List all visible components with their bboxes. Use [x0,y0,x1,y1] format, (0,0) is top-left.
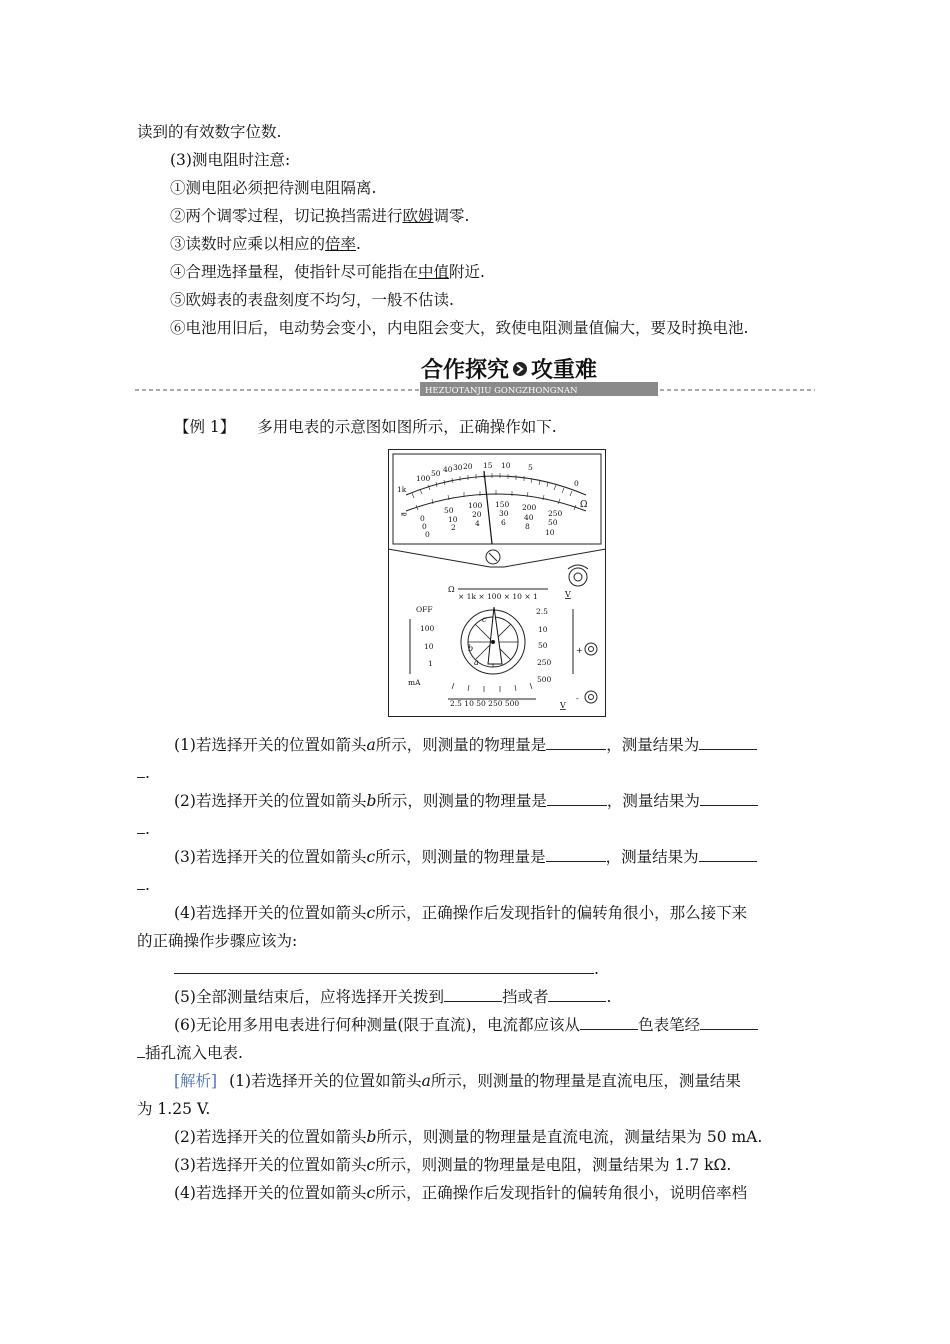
ohm-tick-label: 50 [431,469,441,478]
scale-b-label: 0 [422,522,427,531]
scale-a-label: 100 [468,501,483,510]
note-item-2: ②两个调零过程，切记换挡需进行欧姆调零. [170,207,470,225]
note-item-5: ⑤欧姆表的表盘刻度不均匀，一般不估读. [170,291,454,309]
answer-blank[interactable] [137,819,145,834]
scale-b-label: 40 [524,513,534,522]
ohm-symbol: Ω [580,500,588,510]
scale-c-label: 2 [451,523,456,532]
question-6-cont: 插孔流入电表. [137,1042,243,1064]
ohm-tick-label: 10 [501,461,511,470]
question-2-cont: . [137,818,150,840]
question-2: (2)若选择开关的位置如箭头b所示，则测量的物理量是 ，测量结果为 [174,790,758,812]
underlined-term: 中值 [418,263,450,281]
analysis-4: (4)若选择开关的位置如箭头c所示，正确操作后发现指针的偏转角很小，说明倍率档 [174,1184,748,1202]
answer-blank[interactable] [699,735,757,750]
answer-blank[interactable] [137,1043,145,1058]
multiplier-labels: × 1k × 100 × 10 × 1 [458,592,538,601]
multimeter-figure [388,449,606,717]
scale-b-label: 50 [548,518,558,527]
v-range-label: 10 [538,625,548,634]
analysis-2: (2)若选择开关的位置如箭头b所示，则测量的物理量是直流电流，测量结果为 50 mA. [174,1128,763,1146]
pointer-label-c: c [482,615,487,624]
scale-c-label: 0 [425,530,430,539]
question-4: (4)若选择开关的位置如箭头c所示，正确操作后发现指针的偏转角很小，那么接下来 [174,904,748,922]
scale-a-label: 50 [444,506,454,515]
example-label: 【例 1】 [174,418,236,436]
scale-a-label: 250 [548,509,563,518]
banner-title-left: 合作探究 [421,357,510,383]
answer-blank[interactable] [546,735,606,750]
scale-c-label: 6 [501,518,506,527]
scale-a-label: 200 [522,503,537,512]
ohm-tick-label: 0 [574,479,579,488]
scale-b-label: 20 [472,510,482,519]
v-range-label: 500 [537,675,552,684]
question-6: (6)无论用多用电表进行何种测量(限于直流)，电流都应该从 色表笔经 [174,1014,758,1036]
scale-c-label: 4 [475,519,480,528]
plus-symbol: + [576,646,583,655]
banner-pinyin: HEZUOTANJIU GONGZHONGNAN [425,386,578,396]
scale-c-label: 10 [545,528,555,537]
underlined-term: 欧姆 [402,207,434,225]
scale-c-label: 8 [525,522,530,531]
ohm-tick-label: 5 [528,463,533,472]
underlined-term: 倍率 [325,235,357,253]
ma-range-label: 10 [424,642,434,651]
answer-blank[interactable] [547,791,607,806]
question-3-cont: . [137,874,150,896]
answer-blank[interactable] [700,1015,758,1030]
v-range-label: 250 [537,658,552,667]
answer-blank[interactable] [548,987,606,1002]
answer-blank[interactable] [580,1015,638,1030]
ohm-range-label: Ω [448,585,455,594]
v-range-label: 2.5 [536,607,548,616]
ma-unit-label: mA [408,678,421,687]
ohm-tick-label: 30 [453,463,463,472]
analysis-tag: [解析] [174,1072,218,1090]
ohm-tick-label: 20 [463,462,473,471]
intro-line-1: 读到的有效数字位数. [137,123,282,141]
answer-blank[interactable] [174,959,594,974]
analysis-1: [解析] (1)若选择开关的位置如箭头a所示，则测量的物理量是直流电压，测量结果 [174,1072,741,1090]
ma-range-label: 100 [420,624,435,633]
v-range-label: 50 [538,641,548,650]
answer-blank[interactable] [546,847,606,862]
scale-b-label: 10 [448,515,458,524]
answer-blank[interactable] [137,875,145,890]
chevron-icon [513,362,527,376]
question-4-answer-line: . [174,958,599,980]
section-banner [135,352,815,400]
scale-a-label: 0 [420,514,425,523]
question-5: (5)全部测量结束后，应将选择开关拨到 挡或者 . [174,988,612,1006]
answer-blank[interactable] [444,987,502,1002]
note-item-1: ①测电阻必须把待测电阻隔离. [170,179,377,197]
answer-blank[interactable] [700,791,758,806]
note-item-4: ④合理选择量程，使指针尽可能指在中值附近. [170,263,485,281]
ohm-tick-label: 15 [483,461,493,470]
scale-b-label: 30 [499,509,509,518]
ac-range-labels: 2.5 10 50 250 500 [450,699,520,708]
analysis-1-line2: 为 1.25 V. [137,1100,211,1118]
ma-range-label: OFF [416,605,433,614]
analysis-3: (3)若选择开关的位置如箭头c所示，则测量的物理量是电阻，测量结果为 1.7 kΩ. [174,1156,732,1174]
ohm-tick-label: 1k [397,485,407,494]
ohm-tick-label: 100 [416,474,431,483]
question-3: (3)若选择开关的位置如箭头c所示，则测量的物理量是 ，测量结果为 [174,846,757,868]
ac-v-symbol: V [560,701,566,710]
note-item-3: ③读数时应乘以相应的倍率. [170,235,361,253]
question-4-line2: 的正确操作步骤应该为: [137,932,298,950]
ma-range-label: 1 [428,659,433,668]
dc-symbol: ≂ [400,510,408,520]
ohm-tick-label: 40 [443,465,453,474]
pointer-label-b: b [468,644,474,653]
minus-symbol: - [576,694,579,703]
pointer-label-a: a [474,658,479,667]
banner-title-right: 攻重难 [531,357,598,383]
scale-a-label: 150 [495,500,510,509]
question-1: (1)若选择开关的位置如箭头a所示，则测量的物理量是 ，测量结果为 [174,734,757,756]
intro-line-2: (3)测电阻时注意: [170,151,291,169]
note-item-6: ⑥电池用旧后，电动势会变小，内电阻会变大，致使电阻测量值偏大，要及时换电池. [170,319,749,337]
answer-blank[interactable] [137,763,145,778]
v-range-symbol: V [565,590,571,599]
answer-blank[interactable] [699,847,757,862]
example-stem: 【例 1】 多用电表的示意图如图所示，正确操作如下. [174,418,557,436]
question-1-cont: . [137,762,150,784]
